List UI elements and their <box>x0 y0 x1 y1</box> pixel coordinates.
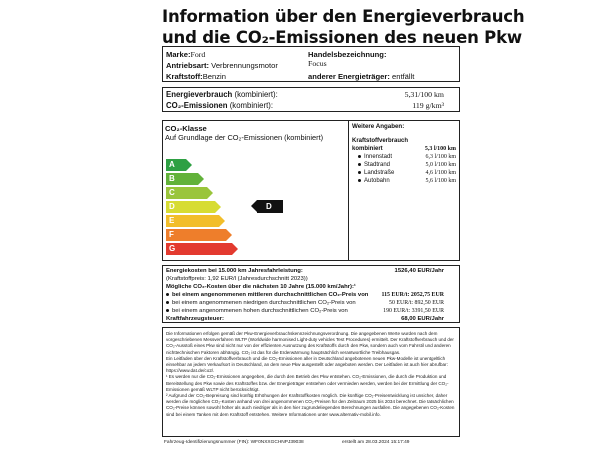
bullet-icon <box>358 163 361 166</box>
fuel-row-value: 6,3 l/100 km <box>425 154 456 160</box>
fuel-row-value: 5,0 l/100 km <box>425 162 456 168</box>
co2-emissionen-value: 119 g/km³ <box>412 101 444 110</box>
energieverbrauch-row <box>166 89 456 100</box>
vehicle-info-box <box>162 46 460 82</box>
class-bar-a <box>166 159 186 171</box>
marke-label: Marke: <box>166 50 191 59</box>
kfz-steuer-row <box>166 315 456 323</box>
kraftstoff-row <box>166 71 226 82</box>
co2-kosten-label: Mögliche CO₂-Kosten über die nächsten 10 Jahre (15.000 km/Jahr):¹ <box>166 284 356 290</box>
current-class-pointer <box>257 200 283 213</box>
fuel-row-name-text: Innenstadt <box>364 154 393 160</box>
fuel-row-landstrasse <box>352 169 456 177</box>
class-bar-f-letter: F <box>169 230 174 239</box>
class-bar-c <box>166 187 207 199</box>
footnote-text <box>166 331 458 418</box>
co2-hoch-value: 190 EUR/t: 3391,50 EUR <box>383 308 444 314</box>
co2-mittel-label: bei einem angenommenen mittleren durchschnittlichen CO₂-Preis von <box>172 292 369 298</box>
marke-row <box>166 49 205 60</box>
fuel-row-stadtrand <box>352 161 456 169</box>
handel-label-text: Handelsbezeichnung: <box>308 50 387 59</box>
kfz-steuer-value: 68,00 EUR/Jahr <box>401 316 444 322</box>
co2-niedrig-row <box>166 299 456 307</box>
co2-class-title: CO₂-Klasse <box>165 124 207 133</box>
class-bar-e-tip <box>219 215 225 227</box>
kraftstoffpreis-text: (Kraftstoffpreis: 1,92 EUR/l (Jahresdurchschnitt 2023)) <box>166 276 308 282</box>
fuel-row-kombiniert <box>352 145 456 153</box>
class-bar-c-tip <box>207 187 213 199</box>
kfz-steuer-label: Kraftfahrzeugsteuer: <box>166 316 224 322</box>
co2-emissionen-qualifier: (kombiniert): <box>227 101 274 110</box>
andere-row <box>308 71 414 82</box>
handel-value-row <box>308 58 327 69</box>
co2-hoch-row <box>166 307 456 315</box>
bullet-icon <box>166 301 169 304</box>
co2-class-subtitle: Auf Grundlage der CO₂-Emissionen (kombiniert) <box>165 133 324 142</box>
page-title <box>162 6 525 48</box>
class-bar-d <box>166 201 215 213</box>
footnote-paragraph: ¹ Es werden nur die CO₂-Emissionen angegeben, die durch den Betrieb des Pkw entstehen. CO₂-Emissionen, die durch die Produktion und Bereitstellung des Pkw sowie des Kraftstoffes bzw. der Energieträger entstehen oder vermieden werden, werden bei der Ermittlung der CO₂-Emissionen gemäß WLTP nicht berücksichtigt. <box>166 374 449 392</box>
class-bar-f <box>166 229 226 241</box>
class-bar-a-letter: A <box>169 160 175 169</box>
bullet-icon <box>358 155 361 158</box>
kraftstoff-label: Kraftstoff: <box>166 72 203 81</box>
weitere-angaben-panel <box>348 120 460 261</box>
footnote-box <box>162 327 460 437</box>
antrieb-value: Verbrennungsmotor <box>211 61 278 70</box>
fuel-row-name-text: Stadtrand <box>364 162 391 168</box>
class-bar-b-letter: B <box>169 174 175 183</box>
class-bar-b-tip <box>198 173 204 185</box>
footnote-paragraph: ² Aufgrund der CO₂-Bepreisung sind künftig Erhöhungen der Kraftstoffkosten möglich. Die künftige CO₂-Preisentwicklung ist unsicher, daher werden die möglichen CO₂-Kosten anhand von drei angenommenen CO₂-Preisen für den Zeitraum 2025 bis 2034 berechnet. Die tatsächlichen CO₂-Preise können sowohl höher als auch niedriger als in den hier zugrundeliegenden Berechnungen ausfallen. Die angegebenen CO₂-Kosten sind bei einem Tanken mit dem Kraftstoff entstehen. Weitere Informationen unter www.alternativ-mobil.info. <box>166 393 455 417</box>
fuel-row-name <box>358 177 390 185</box>
fuel-row-name: kombiniert <box>352 146 383 152</box>
fuel-row-name-text: Landstraße <box>364 170 395 176</box>
andere-value: entfällt <box>392 72 415 81</box>
fuel-row-name <box>358 153 392 161</box>
footnote-paragraph: Die Informationen erfolgen gemäß der Pkw-Energieverbrauchskennzeichnungsverordnung. Die angegebenen Werte wurden nach dem vorgeschriebenen Messverfahren WLTP (Worldwide harmonised Light-duty vehicles Test Procedures) ermittelt. Der Kraftstoffverbrauch und der CO₂-Ausstoß eines Pkw sind nicht nur von der effizienten Ausnutzung des Kraftstoffs durch den Pkw, sondern auch vom Fahrstil und anderen nichttechnischen Faktoren abhängig. CO₂ ist das für die Erderwärmung hauptsächlich verantwortliche Treibhausgas. <box>166 331 454 355</box>
class-bar-g-tip <box>232 243 238 255</box>
class-bar-d-tip <box>215 201 221 213</box>
bullet-icon <box>166 293 169 296</box>
co2-emissionen-row <box>166 100 456 111</box>
class-bar-a-tip <box>186 159 192 171</box>
weitere-angaben-title: Weitere Angaben: <box>352 123 405 130</box>
fuel-row-innenstadt <box>352 153 456 161</box>
bullet-icon <box>166 309 169 312</box>
fuel-row-value: 4,6 l/100 km <box>425 170 456 176</box>
class-bar-e <box>166 215 219 227</box>
class-bar-b <box>166 173 198 185</box>
class-bar-c-letter: C <box>169 188 175 197</box>
co2-mittel-row <box>166 291 456 299</box>
fuel-row-name <box>358 161 390 169</box>
energieverbrauch-qualifier: (kombiniert): <box>232 90 278 99</box>
fin-text: Fahrzeug-Identifizierungsnummer (FIN): WF0NXXGCHNPJ39038 <box>164 440 304 445</box>
bottom-line <box>164 439 460 446</box>
energieverbrauch-label: Energieverbrauch <box>166 90 233 99</box>
costs-box <box>162 265 460 323</box>
fuel-row-value: 5,3 l/100 km <box>424 146 456 152</box>
fuel-consumption-heading: Kraftstoffverbrauch <box>352 138 409 144</box>
bullet-icon <box>358 171 361 174</box>
andere-label: anderer Energieträger: <box>308 72 390 81</box>
co2-mittel-value: 115 EUR/t: 2052,75 EUR <box>381 292 444 298</box>
kraftstoff-value: Benzin <box>202 72 226 81</box>
co2-kosten-row <box>166 283 456 291</box>
energiekosten-value: 1526,40 EUR/Jahr <box>394 268 444 274</box>
bullet-icon <box>358 179 361 182</box>
energiekosten-label: Energiekosten bei 15.000 km Jahresfahrleistung: <box>166 268 303 274</box>
energieverbrauch-value: 5,31/100 km <box>404 90 444 99</box>
fuel-row-autobahn <box>352 177 456 185</box>
energy-box <box>162 87 460 112</box>
fuel-row-value: 5,6 l/100 km <box>425 178 456 184</box>
class-bar-f-tip <box>226 229 232 241</box>
antrieb-label: Antriebsart: <box>166 61 210 70</box>
marke-value: Ford <box>190 50 206 59</box>
energiekosten-row <box>166 267 456 275</box>
fuel-row-name-text: Autobahn <box>364 178 390 184</box>
class-bar-g-letter: G <box>169 244 176 253</box>
class-bar-e-letter: E <box>169 216 175 225</box>
class-bar-g <box>166 243 232 255</box>
current-class-pointer-tip <box>251 200 257 212</box>
handel-value: Focus <box>308 59 327 68</box>
current-class-letter: D <box>266 202 272 211</box>
footnote-paragraph: Ein Leitfaden über den Kraftstoffverbrauch und die CO₂-Emissionen aller in Deutschland angebotenen neuen Pkw-Modelle ist unentgeltlich einsehbar an jedem Verkaufsort in Deutschland, an dem neue Pkw ausgestellt oder angeboten werden. Der Leitfaden ist auch hier abrufbar: https://www.dat.de/co2/. <box>166 355 448 374</box>
antrieb-row <box>166 60 278 71</box>
co2-emissionen-label: CO₂-Emissionen <box>166 101 228 110</box>
erstellt-text: erstellt am 28.03.2024 15:17:49 <box>342 440 410 445</box>
co2-niedrig-value: 50 EUR/t: 892,50 EUR <box>389 300 444 306</box>
kraftstoffpreis-row <box>166 275 456 283</box>
co2-niedrig-label: bei einem angenommenen niedrigen durchschnittlichen CO₂-Preis von <box>172 300 356 306</box>
class-bar-d-letter: D <box>169 202 175 211</box>
co2-hoch-label: bei einem angenommenen hohen durchschnittlichen CO₂-Preis von <box>172 308 348 314</box>
title-line-2: und die CO₂-Emissionen des neuen Pkw <box>162 28 522 47</box>
fuel-row-name <box>358 169 394 177</box>
title-line-1: Information über den Energieverbrauch <box>162 7 525 26</box>
